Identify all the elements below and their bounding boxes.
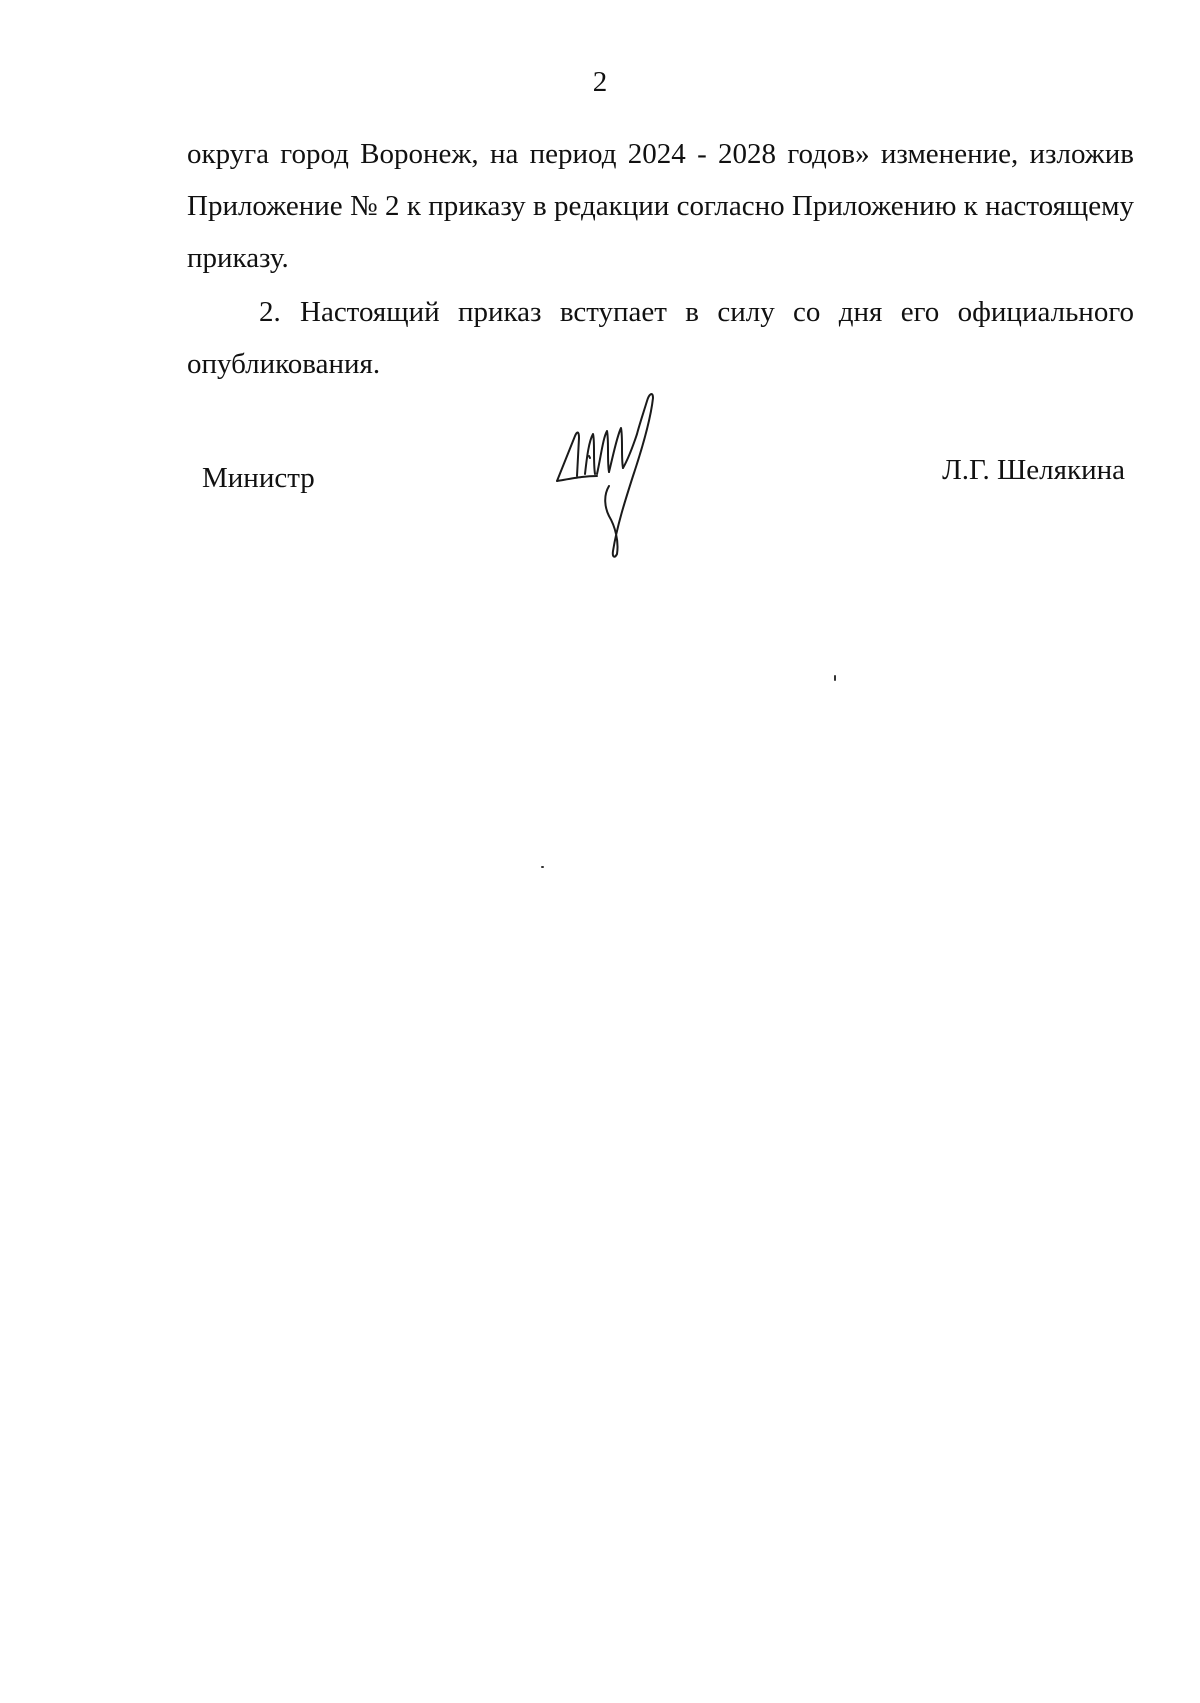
scan-speck	[834, 675, 836, 681]
signature-block	[0, 386, 1200, 576]
item-number: 2.	[259, 296, 281, 328]
page-number: 2	[592, 66, 608, 98]
paragraph-line: приказу.	[187, 242, 289, 274]
paragraph-line: Приложение № 2 к приказу в редакции согласно Приложению к настоящему	[187, 190, 1134, 222]
paragraph-line: округа город Воронеж, на период 2024 - 2028 годов» изменение, изложив	[187, 138, 1134, 170]
paragraph-line: опубликования.	[187, 348, 381, 380]
handwritten-signature	[545, 386, 685, 571]
signatory-name: Л.Г. Шелякина	[942, 454, 1125, 486]
item-text: Настоящий приказ вступает в силу со дня его официального	[300, 296, 1134, 328]
signatory-position: Министр	[202, 462, 315, 494]
scan-speck	[541, 866, 544, 868]
document-body	[187, 128, 1134, 390]
numbered-item	[187, 286, 1134, 338]
